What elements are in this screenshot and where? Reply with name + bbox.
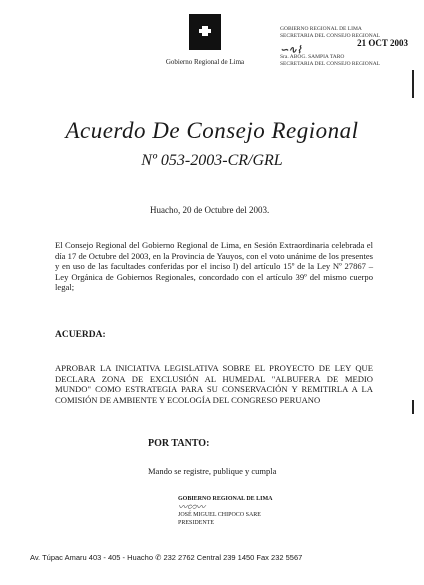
stamp-date: 21 OCT 2003 [357, 38, 408, 48]
scan-edge-mark [412, 70, 414, 98]
footer-address: Av. Túpac Amaru 403 - 405 - Huacho ✆ 232 2762 Central 239 1450 Fax 232 5567 [30, 553, 303, 562]
acuerda-heading: ACUERDA: [55, 330, 106, 340]
signature-block [178, 495, 298, 527]
stamp-signature-scrawl: ∽∿⌇ [280, 45, 302, 56]
stamp-line-2: SECRETARIA DEL CONSEJO REGIONAL [280, 33, 381, 39]
closing-line: Mando se registre, publique y cumpla [148, 466, 277, 476]
date-line: Huacho, 20 de Octubre del 2003. [150, 205, 270, 215]
signatory-role: PRESIDENTE [178, 520, 214, 526]
resolution-text: APROBAR LA INICIATIVA LEGISLATIVA SOBRE EL PROYECTO DE LEY QUE DECLARA ZONA DE EXCLUSIÓN AL HUMEDAL "ALBUFERA DE MEDIO MUNDO" COMO ESTRATEGIA PARA SU CONSERVACIÓN Y REMITIRLA A LA COMISIÓN DE AMBIENTE Y ECOLOGÍA DEL CONGRESO PERUANO [55, 363, 373, 405]
stamp-line-1: GOBIERNO REGIONAL DE LIMA [280, 26, 362, 32]
signatory-name: JOSÉ MIGUEL CHIPOCO SARE [178, 512, 261, 518]
document-number: Nº 053-2003-CR/GRL [141, 152, 283, 169]
stamp-line-3: Sra. ABOG. SAMPIA TARO [280, 54, 345, 60]
signature-org: GOBIERNO REGIONAL DE LIMA [178, 496, 273, 502]
por-tanto-heading: POR TANTO: [148, 438, 210, 449]
document-title: Acuerdo De Consejo Regional [65, 118, 359, 143]
body-paragraph: El Consejo Regional del Gobierno Regional de Lima, en Sesión Extraordinaria celebrada el día 17 de Octubre del 2003, en la Provincia de Yauyos, con el voto unánime de los presentes y en uso de las facultades conferidas por el inciso l) del artículo 15º de la Ley Nº 27867 – Ley Orgánica de Gobiernos Regionales, concordado con el artículo 39º del mismo cuerpo legal; [55, 240, 373, 293]
regional-government-logo [187, 12, 223, 52]
org-name: Gobierno Regional de Lima [165, 58, 245, 66]
reception-stamp [280, 26, 420, 68]
stamp-line-4: SECRETARIA DEL CONSEJO REGIONAL [280, 61, 381, 67]
scan-edge-mark [412, 400, 414, 414]
handwritten-signature: 〰∽〰 [178, 502, 206, 512]
